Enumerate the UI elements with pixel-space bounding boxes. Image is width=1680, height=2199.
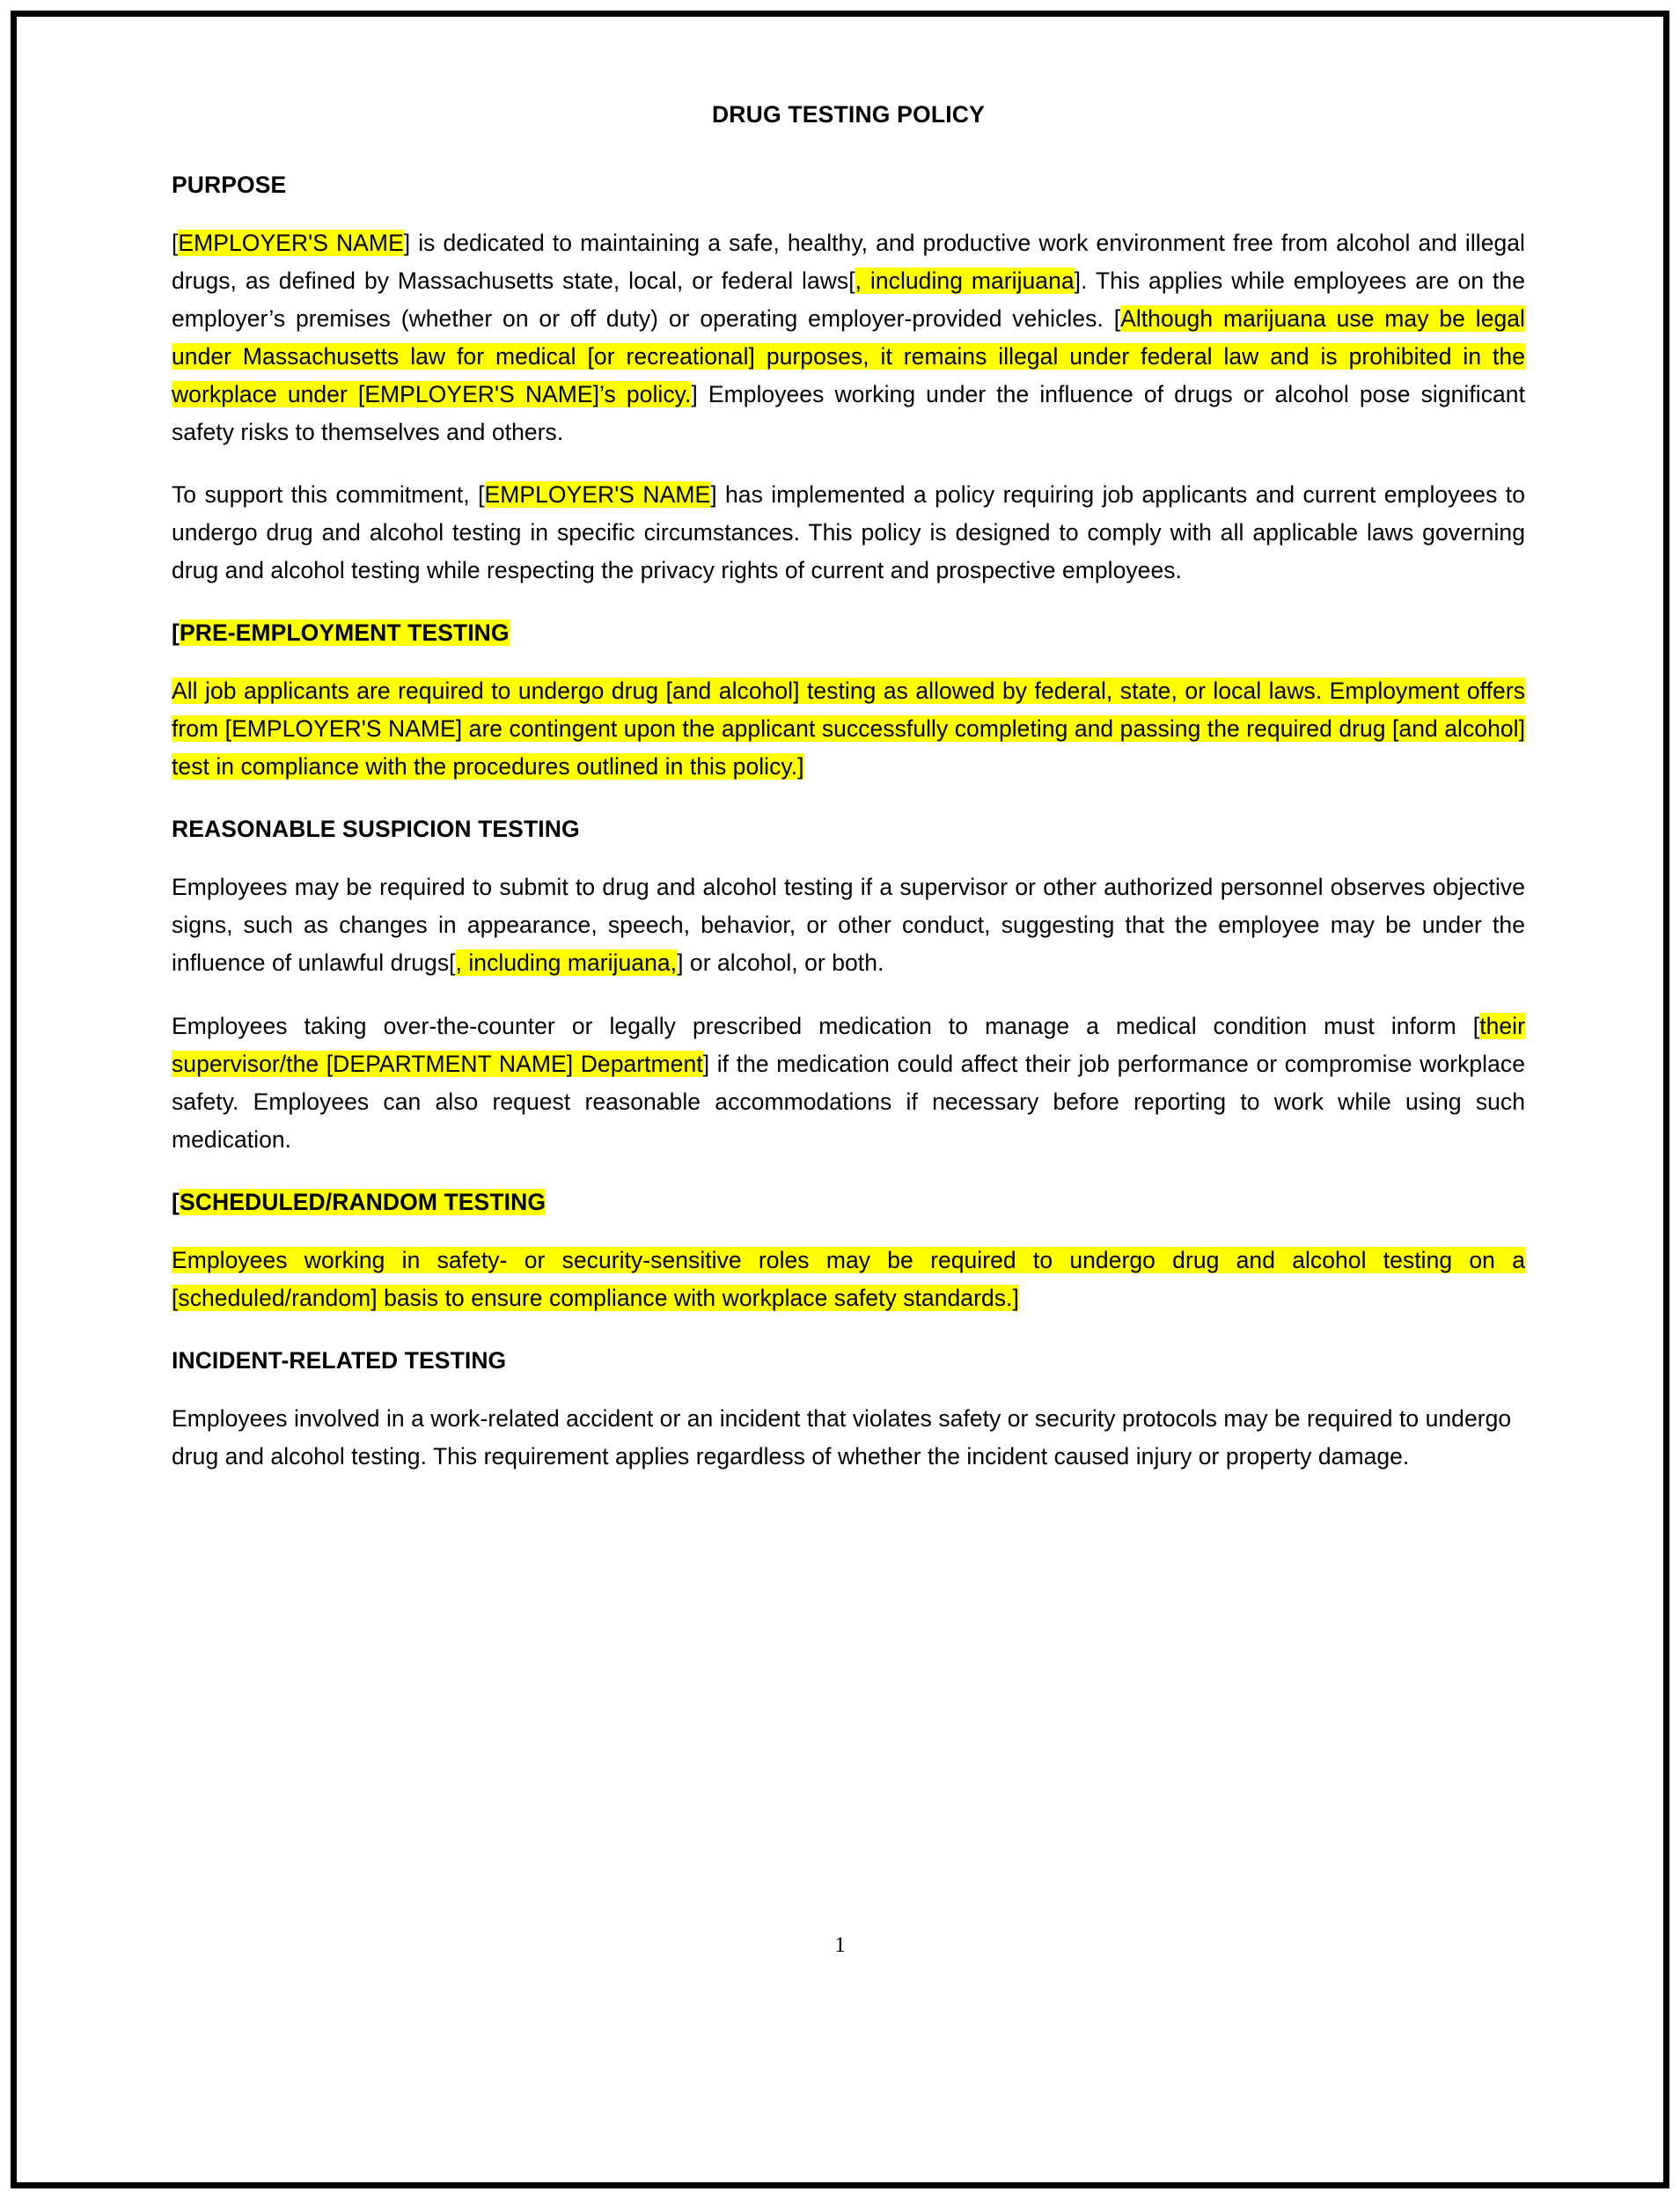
text-segment: To support this commitment, [	[172, 481, 485, 509]
text-segment: [	[172, 1188, 180, 1215]
paragraph-scheduled-random-1	[172, 1242, 1525, 1317]
highlight-employer-name: EMPLOYER'S NAME	[178, 229, 404, 256]
highlight-including-marijuana: , including marijuana	[855, 267, 1075, 294]
highlight-department-name: their supervisor/the [DEPARTMENT NAME] Department	[172, 1013, 1525, 1077]
section-heading-scheduled-random	[172, 1188, 1525, 1217]
highlight-employer-name: EMPLOYER'S NAME	[484, 481, 711, 509]
page-title: DRUG TESTING POLICY	[711, 101, 986, 128]
highlight-heading-text: PRE-EMPLOYMENT TESTING	[179, 619, 510, 647]
document-page	[17, 17, 1663, 2182]
paragraph-incident-related-1	[172, 1400, 1525, 1476]
text-segment: [	[172, 619, 180, 647]
document-page-frame	[11, 11, 1669, 2188]
paragraph-pre-employment-1	[172, 672, 1525, 786]
highlight-marijuana-clause: Although marijuana use may be legal under Massachusetts law for medical [or recreational] purposes, it remains illegal under federal law and is prohibited in the workplace under [EMPLOYER'S NAME]’s policy.	[172, 304, 1525, 407]
highlight-including-marijuana: , including marijuana,	[455, 949, 678, 977]
text-segment: ] Employees working under the influence of drugs or alcohol pose significant safety risks to themselves and others.	[172, 380, 1525, 445]
page-number: 1	[834, 1933, 846, 1957]
paragraph-reasonable-suspicion-2	[172, 1008, 1525, 1159]
section-heading-pre-employment	[172, 619, 1525, 648]
document-content	[172, 101, 1525, 1501]
text-segment: ] has implemented a policy requiring job applicants and current employees to undergo drug and alcohol testing in specific circumstances. This policy is designed to comply with all applicable laws governing drug and alcohol testing while respecting the privacy rights of current and prospective employees.	[172, 481, 1525, 584]
text-segment: ] or alcohol, or both.	[677, 949, 884, 977]
text-segment: ]. This applies while employees are on the employer’s premises (whether on or off duty) or operating employer-provided vehicles. [	[172, 267, 1525, 332]
text-segment: ] is dedicated to maintaining a safe, healthy, and productive work environment free from alcohol and illegal drugs, as defined by Massachusetts state, local, or federal laws[	[172, 229, 1525, 294]
highlight-scheduled-random-body: Employees working in safety- or security-sensitive roles may be required to undergo drug and alcohol testing on a [scheduled/random] basis to ensure compliance with workplace safety standards.]	[172, 1246, 1525, 1311]
highlight-heading-text: SCHEDULED/RANDOM TESTING	[179, 1188, 547, 1215]
text-segment: Employees involved in a work-related accident or an incident that violates safety or security protocols may be required to undergo drug and alcohol testing. This requirement applies regardless of whether the incident caused injury or property damage.	[172, 1404, 1512, 1470]
text-segment: Employees taking over-the-counter or legally prescribed medication to manage a medical condition must inform [	[172, 1013, 1480, 1039]
paragraph-reasonable-suspicion-1	[172, 869, 1525, 982]
highlight-pre-employment-body: All job applicants are required to undergo drug [and alcohol] testing as allowed by federal, state, or local laws. Employment offers from [EMPLOYER'S NAME] are contingent upon the applicant successfully completing and passing the required drug [and alcohol] test in compliance with the procedures outlined in this policy.]	[172, 678, 1525, 781]
text-segment: ] if the medication could affect their job performance or compromise workplace safety. Employees can also request reasonable accommodations if necessary before reporting to work while using such medication.	[172, 1050, 1525, 1153]
section-heading-incident-related: INCIDENT-RELATED TESTING	[172, 1346, 507, 1374]
paragraph-purpose-2	[172, 476, 1525, 590]
section-heading-reasonable-suspicion: REASONABLE SUSPICION TESTING	[172, 816, 580, 843]
text-segment: [	[172, 229, 179, 256]
text-segment: Employees may be required to submit to drug and alcohol testing if a supervisor or other authorized personnel observes objective signs, such as changes in appearance, speech, behavior, or other conduct, suggesting that the employee may be under the influence of unlawful drugs[	[172, 874, 1525, 977]
paragraph-purpose-1	[172, 224, 1525, 451]
section-heading-purpose: PURPOSE	[172, 171, 287, 198]
